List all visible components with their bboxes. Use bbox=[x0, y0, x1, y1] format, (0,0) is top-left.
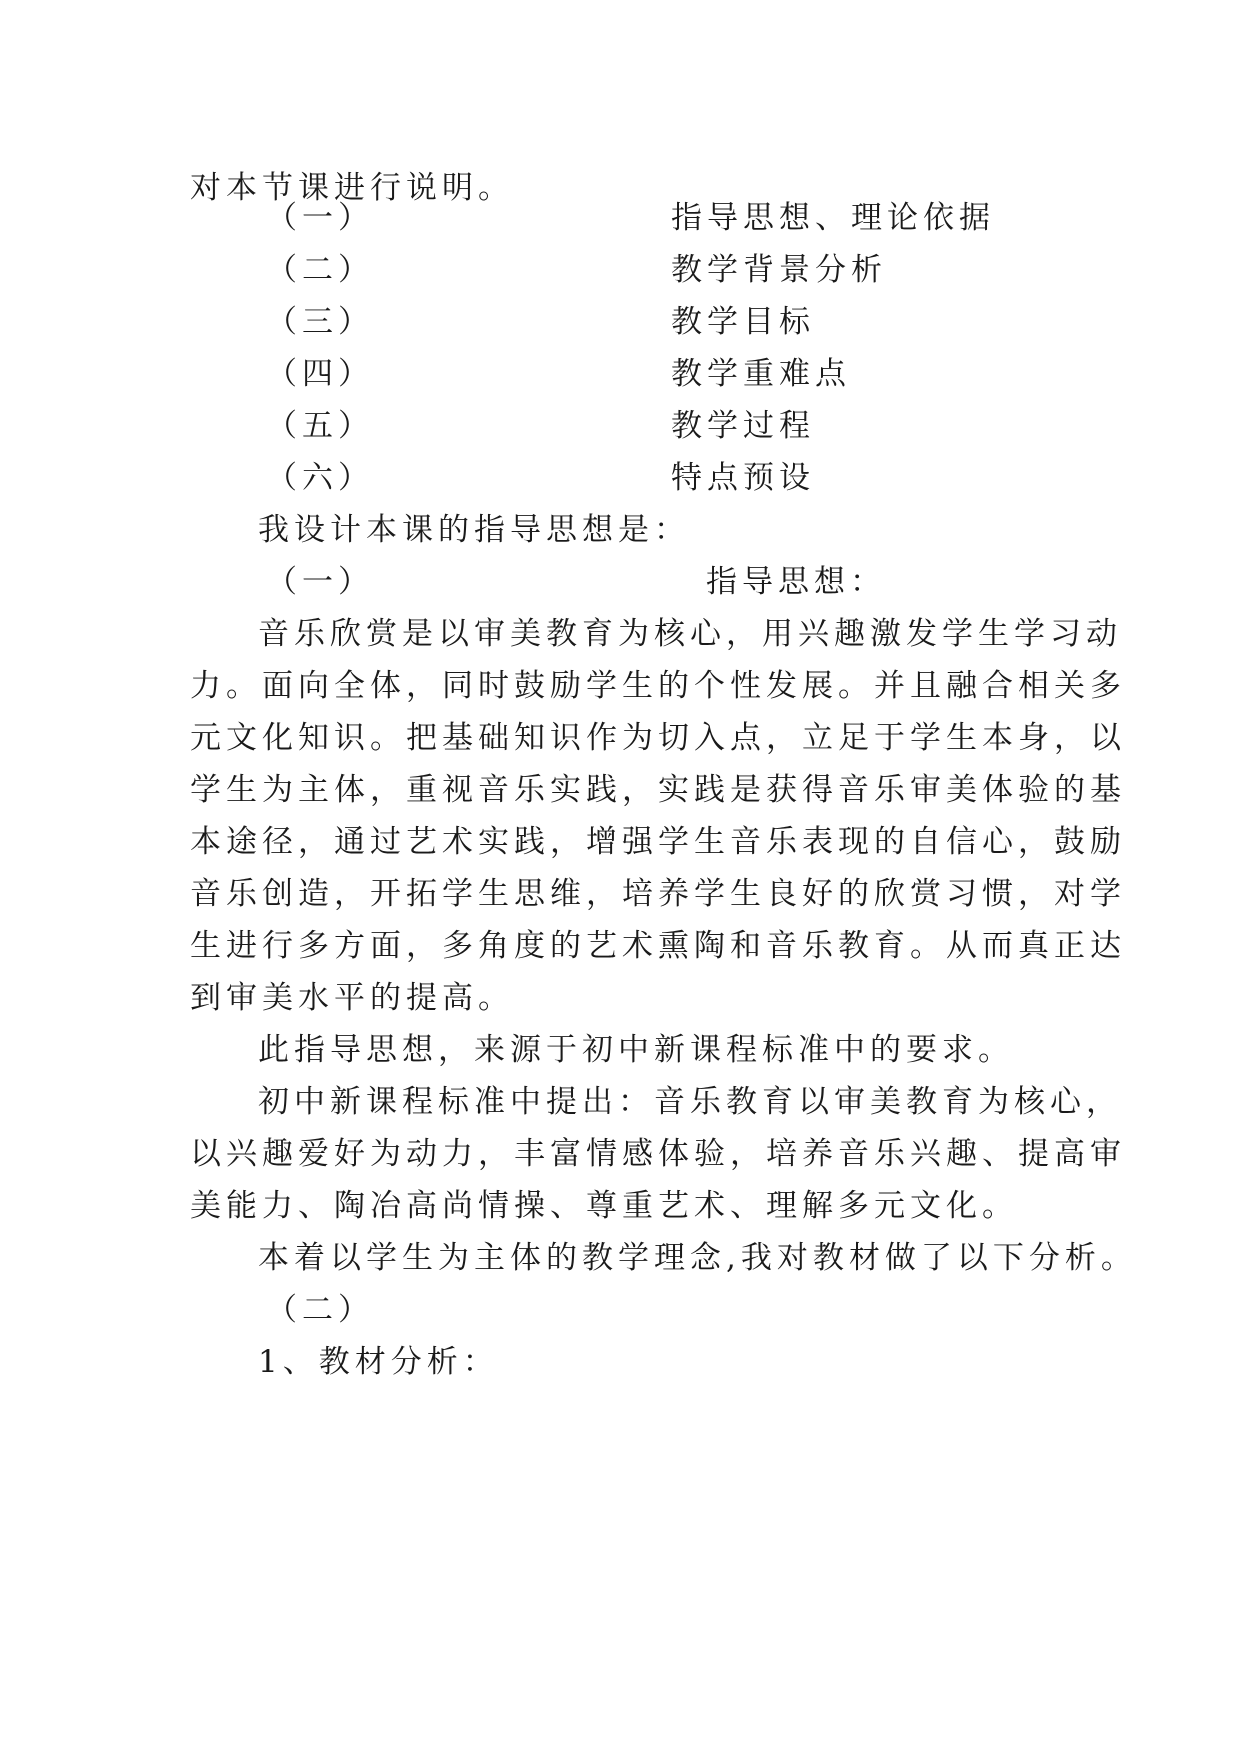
paragraph-analysis-intro: 本着以学生为主体的教学理念,我对教材做了以下分析。 bbox=[258, 1240, 1137, 1276]
paragraph-intro: 对本节课进行说明。 bbox=[190, 170, 514, 206]
paragraph-guiding-intro: 我设计本课的指导思想是： bbox=[258, 512, 690, 548]
text-line: 元文化知识。把基础知识作为切入点，立足于学生本身，以 bbox=[190, 720, 1126, 756]
outline-number: （一） bbox=[266, 200, 374, 236]
outline-label: 教学过程 bbox=[671, 408, 815, 444]
outline-item bbox=[266, 354, 851, 394]
paragraph-source: 此指导思想，来源于初中新课程标准中的要求。 bbox=[258, 1032, 1014, 1068]
outline-label: 指导思想、理论依据 bbox=[671, 200, 995, 236]
text-line: 力。面向全体，同时鼓励学生的个性发展。并且融合相关多 bbox=[190, 668, 1126, 704]
text-line: 美能力、陶冶高尚情操、尊重艺术、理解多元文化。 bbox=[190, 1188, 1018, 1224]
section-label: 指导思想： bbox=[706, 564, 886, 600]
outline-number: （三） bbox=[266, 304, 374, 340]
outline-label: 教学目标 bbox=[671, 304, 815, 340]
section-heading-one bbox=[266, 562, 886, 602]
outline-number: （二） bbox=[266, 252, 374, 288]
outline-label: 特点预设 bbox=[671, 460, 815, 496]
outline-number: （五） bbox=[266, 408, 374, 444]
outline-item bbox=[266, 458, 815, 498]
section-number: （一） bbox=[266, 564, 374, 600]
section-heading-two bbox=[266, 1290, 374, 1330]
text-line: 生进行多方面，多角度的艺术熏陶和音乐教育。从而真正达 bbox=[190, 928, 1126, 964]
outline-label: 教学背景分析 bbox=[671, 252, 887, 288]
text-line: 学生为主体，重视音乐实践，实践是获得音乐审美体验的基 bbox=[190, 772, 1126, 808]
text-line: 本途径，通过艺术实践，增强学生音乐表现的自信心，鼓励 bbox=[190, 824, 1126, 860]
outline-number: （六） bbox=[266, 460, 374, 496]
outline-item bbox=[266, 250, 887, 290]
outline-number: （四） bbox=[266, 356, 374, 392]
outline-item bbox=[266, 302, 815, 342]
text-line: 初中新课程标准中提出：音乐教育以审美教育为核心， bbox=[258, 1084, 1122, 1120]
text-line: 音乐创造，开拓学生思维，培养学生良好的欣赏习惯，对学 bbox=[190, 876, 1126, 912]
outline-item bbox=[266, 198, 995, 238]
section-number: （二） bbox=[266, 1292, 374, 1328]
text-line: 以兴趣爱好为动力，丰富情感体验，培养音乐兴趣、提高审 bbox=[190, 1136, 1126, 1172]
text-line: 音乐欣赏是以审美教育为核心，用兴趣激发学生学习动 bbox=[258, 616, 1122, 652]
subsection-heading-material-analysis: 1、教材分析： bbox=[258, 1344, 499, 1380]
outline-label: 教学重难点 bbox=[671, 356, 851, 392]
text-line: 到审美水平的提高。 bbox=[190, 980, 514, 1016]
outline-item bbox=[266, 406, 815, 446]
